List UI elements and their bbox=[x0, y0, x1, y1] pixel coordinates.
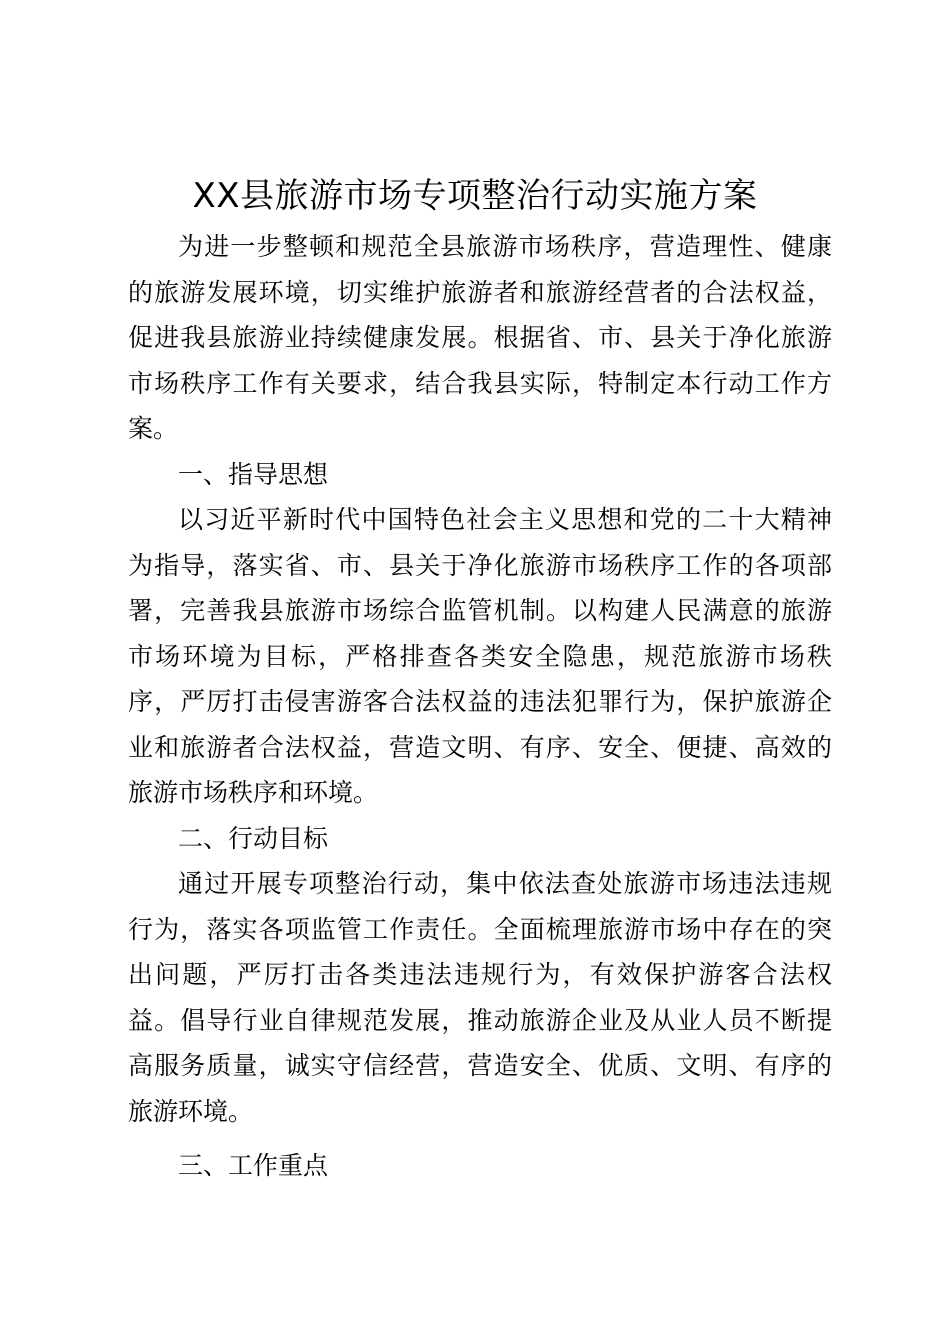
action-goals-paragraph bbox=[128, 861, 832, 1134]
paragraph-line: 市场秩序工作有关要求，结合我县实际，特制定本行动工作方 bbox=[128, 368, 832, 398]
paragraph-line: 的旅游发展环境，切实维护旅游者和旅游经营者的合法权益， bbox=[128, 277, 832, 307]
paragraph-line: 为进一步整顿和规范全县旅游市场秩序，营造理性、健康 bbox=[178, 232, 832, 261]
section-heading-work-focus: 三、工作重点 bbox=[178, 1151, 329, 1180]
paragraph-line: 案。 bbox=[128, 414, 179, 443]
paragraph-line: 业和旅游者合法权益，营造文明、有序、安全、便捷、高效的 bbox=[128, 732, 832, 762]
paragraph-line: 行为，落实各项监管工作责任。全面梳理旅游市场中存在的突 bbox=[128, 914, 832, 944]
spacer bbox=[128, 1134, 832, 1143]
paragraph-line: 促进我县旅游业持续健康发展。根据省、市、县关于净化旅游 bbox=[128, 323, 832, 352]
section-heading-action-goals: 二、行动目标 bbox=[178, 823, 329, 853]
paragraph-line: 旅游环境。 bbox=[128, 1096, 254, 1126]
intro-paragraph bbox=[128, 224, 832, 452]
document-body bbox=[128, 224, 832, 1189]
guiding-ideology-paragraph bbox=[128, 497, 832, 816]
paragraph-line: 序，严厉打击侵害游客合法权益的违法犯罪行为，保护旅游企 bbox=[128, 687, 832, 716]
paragraph-line: 署，完善我县旅游市场综合监管机制。以构建人民满意的旅游 bbox=[128, 596, 832, 625]
paragraph-line: 旅游市场秩序和环境。 bbox=[128, 778, 379, 807]
paragraph-line: 为指导，落实省、市、县关于净化旅游市场秩序工作的各项部 bbox=[128, 550, 832, 580]
paragraph-line: 高服务质量，诚实守信经营，营造安全、优质、文明、有序的 bbox=[128, 1051, 832, 1080]
paragraph-line: 出问题，严厉打击各类违法违规行为，有效保护游客合法权 bbox=[128, 960, 832, 989]
paragraph-line: 益。倡导行业自律规范发展，推动旅游企业及从业人员不断提 bbox=[128, 1005, 832, 1035]
document-title: XX县旅游市场专项整治行动实施方案 bbox=[192, 176, 758, 216]
paragraph-line: 市场环境为目标，严格排查各类安全隐患，规范旅游市场秩 bbox=[128, 641, 832, 671]
paragraph-line: 通过开展专项整治行动，集中依法查处旅游市场违法违规 bbox=[178, 869, 832, 898]
section-heading-guiding-ideology: 一、指导思想 bbox=[178, 459, 329, 489]
paragraph-line: 以习近平新时代中国特色社会主义思想和党的二十大精神 bbox=[178, 505, 832, 534]
